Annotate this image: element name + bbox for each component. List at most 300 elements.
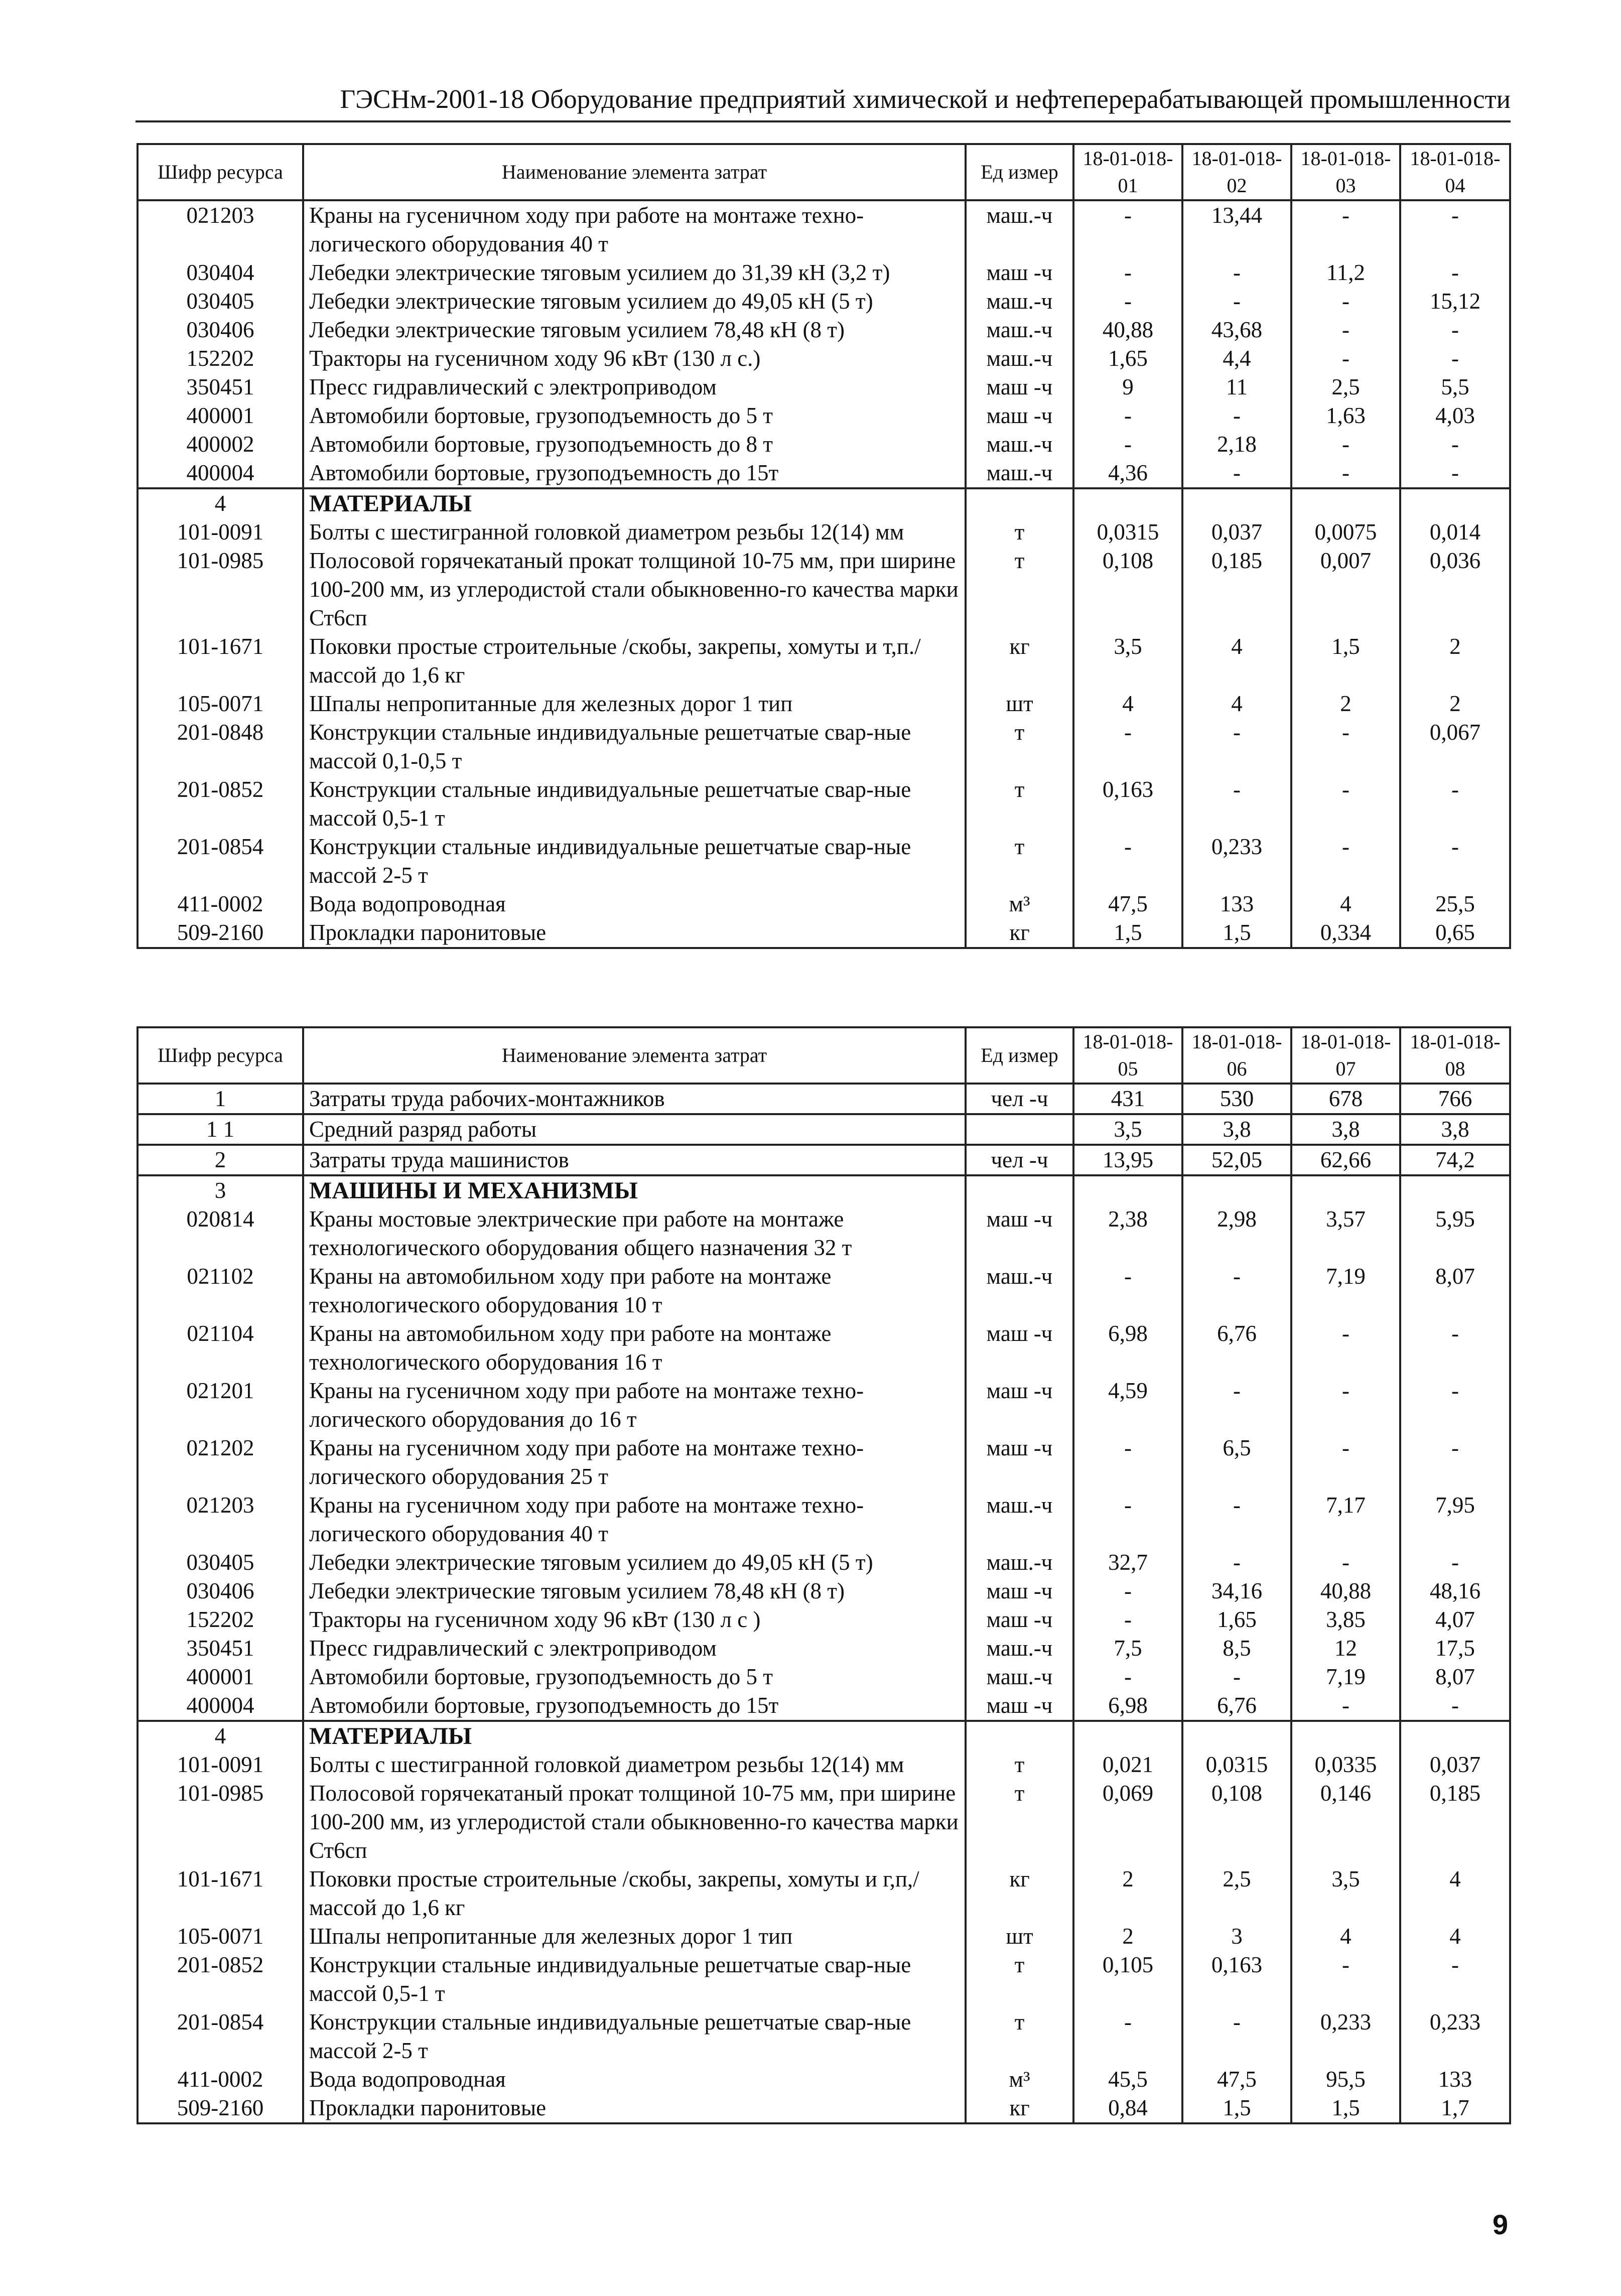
resource-code: 101-1671: [138, 632, 303, 690]
norm-value-4: -: [1400, 775, 1510, 833]
column-header-value-4: 18-01-018-08: [1400, 1027, 1510, 1084]
unit-of-measure: т: [966, 718, 1073, 775]
norm-value-4: 0,037: [1400, 1750, 1510, 1779]
unit-of-measure: маш -ч: [966, 1319, 1073, 1377]
unit-of-measure: маш.-ч: [966, 1634, 1073, 1663]
norm-value-1: -: [1073, 430, 1182, 459]
resource-code: 509-2160: [138, 2094, 303, 2123]
norm-value-4: 7,95: [1400, 1491, 1510, 1548]
norm-value-4: [1400, 1721, 1510, 1750]
norm-value-2: 2,98: [1182, 1205, 1291, 1262]
norm-value-1: 0,163: [1073, 775, 1182, 833]
cost-element-name: Конструкции стальные индивидуальные решетчатые свар-ные массой 0,5-1 т: [303, 1951, 966, 2008]
norm-value-1: 4,36: [1073, 459, 1182, 488]
norm-value-4: 74,2: [1400, 1145, 1510, 1175]
norm-value-2: [1182, 1175, 1291, 1205]
resource-code: 152202: [138, 344, 303, 373]
column-header-code: Шифр ресурса: [138, 1027, 303, 1084]
norm-value-2: -: [1182, 775, 1291, 833]
cost-element-name: Краны на гусеничном ходу при работе на монтаже техно-логического оборудования 40 т: [303, 1491, 966, 1548]
unit-of-measure: маш.-ч: [966, 459, 1073, 488]
norm-value-4: 133: [1400, 2065, 1510, 2094]
norm-value-4: -: [1400, 1377, 1510, 1434]
norm-value-1: 32,7: [1073, 1548, 1182, 1577]
cost-element-name: Пресс гидравлический с электроприводом: [303, 373, 966, 401]
norm-value-4: -: [1400, 430, 1510, 459]
norm-value-1: 3,5: [1073, 632, 1182, 690]
table-row: [138, 1691, 1510, 1721]
table-row: [138, 1491, 1510, 1548]
norm-value-3: -: [1291, 1434, 1400, 1491]
norm-value-3: 95,5: [1291, 2065, 1400, 2094]
norm-value-3: [1291, 488, 1400, 518]
norm-value-3: 678: [1291, 1084, 1400, 1114]
norm-value-2: 0,163: [1182, 1951, 1291, 2008]
norm-value-1: -: [1073, 1605, 1182, 1634]
norm-value-2: 1,5: [1182, 918, 1291, 948]
norm-value-2: -: [1182, 1548, 1291, 1577]
resource-code: 030405: [138, 1548, 303, 1577]
cost-element-name: Тракторы на гусеничном ходу 96 кВт (130 л с.): [303, 344, 966, 373]
norm-value-3: 7,19: [1291, 1262, 1400, 1319]
norm-value-4: 0,067: [1400, 718, 1510, 775]
resource-code: 030405: [138, 287, 303, 316]
norm-value-2: -: [1182, 1491, 1291, 1548]
resource-code: 400002: [138, 430, 303, 459]
column-header-name: Наименование элемента затрат: [303, 144, 966, 200]
table-row: [138, 1434, 1510, 1491]
norm-value-3: 7,17: [1291, 1491, 1400, 1548]
resource-code: 101-1671: [138, 1865, 303, 1922]
unit-of-measure: чел -ч: [966, 1084, 1073, 1114]
norm-value-3: 7,19: [1291, 1663, 1400, 1691]
cost-element-name: Прокладки паронитовые: [303, 918, 966, 948]
norm-value-3: -: [1291, 1319, 1400, 1377]
unit-of-measure: маш -ч: [966, 373, 1073, 401]
norm-value-4: 0,185: [1400, 1779, 1510, 1865]
norm-value-1: -: [1073, 1663, 1182, 1691]
norm-value-1: 0,021: [1073, 1750, 1182, 1779]
norm-value-1: 40,88: [1073, 316, 1182, 344]
cost-element-name: Лебедки электрические тяговым усилием до 49,05 кН (5 т): [303, 1548, 966, 1577]
resource-table-1: [137, 143, 1511, 949]
column-header-value-4: 18-01-018-04: [1400, 144, 1510, 200]
resource-code: 201-0852: [138, 1951, 303, 2008]
table-row: [138, 1663, 1510, 1691]
norm-value-4: [1400, 1175, 1510, 1205]
table-row: [138, 2065, 1510, 2094]
norm-value-3: 3,8: [1291, 1114, 1400, 1145]
column-header-name: Наименование элемента затрат: [303, 1027, 966, 1084]
norm-value-4: 1,7: [1400, 2094, 1510, 2123]
table-row: [138, 1865, 1510, 1922]
unit-of-measure: шт: [966, 690, 1073, 718]
resource-code: 021202: [138, 1434, 303, 1491]
norm-value-4: 4,07: [1400, 1605, 1510, 1634]
norm-value-3: 2: [1291, 690, 1400, 718]
norm-value-1: 431: [1073, 1084, 1182, 1114]
norm-value-2: 6,5: [1182, 1434, 1291, 1491]
unit-of-measure: м³: [966, 2065, 1073, 2094]
norm-value-3: -: [1291, 1377, 1400, 1434]
unit-of-measure: маш -ч: [966, 1434, 1073, 1491]
norm-value-4: 8,07: [1400, 1663, 1510, 1691]
norm-value-1: 6,98: [1073, 1691, 1182, 1721]
norm-value-2: -: [1182, 258, 1291, 287]
norm-value-2: 3,8: [1182, 1114, 1291, 1145]
unit-of-measure: кг: [966, 1865, 1073, 1922]
norm-value-3: 1,63: [1291, 401, 1400, 430]
resource-code: 400001: [138, 1663, 303, 1691]
resource-code: 021102: [138, 1262, 303, 1319]
resource-code: 350451: [138, 1634, 303, 1663]
cost-element-name: Автомобили бортовые, грузоподъемность до 5 т: [303, 1663, 966, 1691]
table-row: [138, 547, 1510, 632]
norm-value-2: [1182, 488, 1291, 518]
unit-of-measure: маш -ч: [966, 1691, 1073, 1721]
resource-code: 201-0852: [138, 775, 303, 833]
resource-code: 400001: [138, 401, 303, 430]
norm-value-3: -: [1291, 200, 1400, 258]
norm-value-1: 0,84: [1073, 2094, 1182, 2123]
section-title: МАШИНЫ И МЕХАНИЗМЫ: [303, 1175, 966, 1205]
unit-of-measure: т: [966, 775, 1073, 833]
norm-value-4: 15,12: [1400, 287, 1510, 316]
section-header-row: [138, 488, 1510, 518]
resource-code: 105-0071: [138, 1922, 303, 1951]
norm-value-3: 40,88: [1291, 1577, 1400, 1605]
norm-value-1: -: [1073, 2008, 1182, 2065]
cost-element-name: Краны мостовые электрические при работе на монтаже технологического оборудования общего назначения 32 т: [303, 1205, 966, 1262]
unit-of-measure: маш -ч: [966, 1577, 1073, 1605]
resource-code: 411-0002: [138, 2065, 303, 2094]
column-header-value-2: 18-01-018-06: [1182, 1027, 1291, 1084]
norm-value-4: 0,233: [1400, 2008, 1510, 2065]
norm-value-1: 2: [1073, 1922, 1182, 1951]
cost-element-name: Поковки простые строительные /скобы, закрепы, хомуты и т,п./ массой до 1,6 кг: [303, 632, 966, 690]
unit-of-measure: маш.-ч: [966, 287, 1073, 316]
norm-value-2: 6,76: [1182, 1691, 1291, 1721]
norm-value-1: 4: [1073, 690, 1182, 718]
table-row: [138, 1084, 1510, 1114]
norm-value-2: [1182, 1721, 1291, 1750]
cost-element-name: Затраты труда рабочих-монтажников: [303, 1084, 966, 1114]
table-row: [138, 373, 1510, 401]
norm-value-2: -: [1182, 1377, 1291, 1434]
norm-value-2: 0,185: [1182, 547, 1291, 632]
norm-value-3: 1,5: [1291, 2094, 1400, 2123]
norm-value-2: 11: [1182, 373, 1291, 401]
resource-code: 4: [138, 1721, 303, 1750]
table-row: [138, 1145, 1510, 1175]
norm-value-3: -: [1291, 775, 1400, 833]
norm-value-3: 11,2: [1291, 258, 1400, 287]
resource-code: 1 1: [138, 1114, 303, 1145]
norm-value-1: 4,59: [1073, 1377, 1182, 1434]
norm-value-4: [1400, 488, 1510, 518]
norm-value-3: 0,334: [1291, 918, 1400, 948]
norm-value-1: [1073, 488, 1182, 518]
norm-value-2: 0,037: [1182, 518, 1291, 547]
norm-value-1: 13,95: [1073, 1145, 1182, 1175]
norm-value-1: -: [1073, 1491, 1182, 1548]
resource-code: 021201: [138, 1377, 303, 1434]
table-row: [138, 1319, 1510, 1377]
table-row: [138, 718, 1510, 775]
norm-value-1: -: [1073, 287, 1182, 316]
norm-value-3: 2,5: [1291, 373, 1400, 401]
unit-of-measure: т: [966, 1951, 1073, 2008]
norm-value-2: 13,44: [1182, 200, 1291, 258]
norm-value-4: 2: [1400, 690, 1510, 718]
unit-of-measure: маш -ч: [966, 1205, 1073, 1262]
norm-value-1: -: [1073, 401, 1182, 430]
table-row: [138, 918, 1510, 948]
cost-element-name: Краны на автомобильном ходу при работе на монтаже технологического оборудования 10 т: [303, 1262, 966, 1319]
norm-value-3: -: [1291, 1691, 1400, 1721]
norm-value-4: -: [1400, 258, 1510, 287]
unit-of-measure: т: [966, 2008, 1073, 2065]
norm-value-1: -: [1073, 1262, 1182, 1319]
norm-value-3: 0,007: [1291, 547, 1400, 632]
table-row: [138, 1548, 1510, 1577]
unit-of-measure: маш.-ч: [966, 1491, 1073, 1548]
cost-element-name: Конструкции стальные индивидуальные решетчатые свар-ные массой 0,1-0,5 т: [303, 718, 966, 775]
norm-value-1: 6,98: [1073, 1319, 1182, 1377]
norm-value-4: 0,036: [1400, 547, 1510, 632]
norm-value-1: 2: [1073, 1865, 1182, 1922]
norm-value-2: 4: [1182, 632, 1291, 690]
resource-code: 021203: [138, 200, 303, 258]
norm-value-2: 4,4: [1182, 344, 1291, 373]
table-row: [138, 1750, 1510, 1779]
table-row: [138, 518, 1510, 547]
norm-value-4: -: [1400, 1951, 1510, 2008]
norm-value-4: 0,014: [1400, 518, 1510, 547]
table-row: [138, 1951, 1510, 2008]
table-row: [138, 1922, 1510, 1951]
resource-code: 030404: [138, 258, 303, 287]
unit-of-measure: маш.-ч: [966, 430, 1073, 459]
norm-value-2: -: [1182, 401, 1291, 430]
cost-element-name: Полосовой горячекатаный прокат толщиной 10-75 мм, при ширине 100-200 мм, из углеродистой стали обыкновенно-го качества марки Ст6сп: [303, 547, 966, 632]
cost-element-name: Средний разряд работы: [303, 1114, 966, 1145]
norm-value-2: 0,108: [1182, 1779, 1291, 1865]
resource-code: 152202: [138, 1605, 303, 1634]
norm-value-4: 4,03: [1400, 401, 1510, 430]
norm-value-3: [1291, 1721, 1400, 1750]
unit-of-measure: маш -ч: [966, 1605, 1073, 1634]
unit-of-measure: [966, 1114, 1073, 1145]
unit-of-measure: т: [966, 518, 1073, 547]
norm-value-3: 0,233: [1291, 2008, 1400, 2065]
cost-element-name: Лебедки электрические тяговым усилием 78,48 кН (8 т): [303, 1577, 966, 1605]
norm-value-4: -: [1400, 200, 1510, 258]
norm-value-4: -: [1400, 459, 1510, 488]
norm-value-2: 4: [1182, 690, 1291, 718]
norm-value-4: 8,07: [1400, 1262, 1510, 1319]
cost-element-name: Краны на автомобильном ходу при работе на монтаже технологического оборудования 16 т: [303, 1319, 966, 1377]
unit-of-measure: маш.-ч: [966, 1262, 1073, 1319]
unit-of-measure: маш.-ч: [966, 344, 1073, 373]
table-row: [138, 316, 1510, 344]
column-header-unit: Ед измер: [966, 144, 1073, 200]
norm-value-3: -: [1291, 430, 1400, 459]
cost-element-name: Конструкции стальные индивидуальные решетчатые свар-ные массой 2-5 т: [303, 2008, 966, 2065]
norm-value-4: -: [1400, 1434, 1510, 1491]
cost-element-name: Лебедки электрические тяговым усилием до 49,05 кН (5 т): [303, 287, 966, 316]
column-header-value-3: 18-01-018-03: [1291, 144, 1400, 200]
table-row: [138, 287, 1510, 316]
table-row: [138, 1779, 1510, 1865]
norm-value-3: -: [1291, 1951, 1400, 2008]
section-title: МАТЕРИАЛЫ: [303, 1721, 966, 1750]
cost-element-name: Конструкции стальные индивидуальные решетчатые свар-ные массой 0,5-1 т: [303, 775, 966, 833]
norm-value-2: -: [1182, 2008, 1291, 2065]
norm-value-4: 0,65: [1400, 918, 1510, 948]
table-row: [138, 632, 1510, 690]
cost-element-name: Вода водопроводная: [303, 890, 966, 918]
section-title: МАТЕРИАЛЫ: [303, 488, 966, 518]
column-header-unit: Ед измер: [966, 1027, 1073, 1084]
table-row: [138, 1634, 1510, 1663]
page-header: [136, 84, 1511, 124]
resource-code: 101-0091: [138, 518, 303, 547]
column-header-value-1: 18-01-018-01: [1073, 144, 1182, 200]
cost-element-name: Шпалы непропитанные для железных дорог 1 тип: [303, 1922, 966, 1951]
norm-value-2: 8,5: [1182, 1634, 1291, 1663]
column-header-value-2: 18-01-018-02: [1182, 144, 1291, 200]
cost-element-name: Лебедки электрические тяговым усилием 78,48 кН (8 т): [303, 316, 966, 344]
norm-value-2: 3: [1182, 1922, 1291, 1951]
resource-code: 020814: [138, 1205, 303, 1262]
unit-of-measure: кг: [966, 2094, 1073, 2123]
table-row: [138, 2008, 1510, 2065]
norm-value-1: [1073, 1721, 1182, 1750]
norm-value-2: 43,68: [1182, 316, 1291, 344]
unit-of-measure: т: [966, 547, 1073, 632]
norm-value-3: 3,5: [1291, 1865, 1400, 1922]
norm-value-1: 0,105: [1073, 1951, 1182, 2008]
norm-value-1: 47,5: [1073, 890, 1182, 918]
norm-value-3: 3,85: [1291, 1605, 1400, 1634]
norm-value-2: -: [1182, 718, 1291, 775]
resource-code: 101-0985: [138, 547, 303, 632]
unit-of-measure: [966, 488, 1073, 518]
norm-value-1: 1,5: [1073, 918, 1182, 948]
norm-value-2: 34,16: [1182, 1577, 1291, 1605]
norm-value-2: 6,76: [1182, 1319, 1291, 1377]
table-row: [138, 430, 1510, 459]
norm-value-3: -: [1291, 316, 1400, 344]
column-header-value-1: 18-01-018-05: [1073, 1027, 1182, 1084]
norm-value-4: 5,5: [1400, 373, 1510, 401]
resource-code: 4: [138, 488, 303, 518]
norm-value-3: -: [1291, 718, 1400, 775]
norm-value-3: 1,5: [1291, 632, 1400, 690]
cost-element-name: Болты с шестигранной головкой диаметром резьбы 12(14) мм: [303, 1750, 966, 1779]
cost-element-name: Автомобили бортовые, грузоподъемность до 8 т: [303, 430, 966, 459]
resource-code: 105-0071: [138, 690, 303, 718]
norm-value-4: 4: [1400, 1922, 1510, 1951]
unit-of-measure: т: [966, 833, 1073, 890]
table-header-row: [138, 1027, 1510, 1084]
norm-value-3: -: [1291, 344, 1400, 373]
unit-of-measure: кг: [966, 918, 1073, 948]
resource-code: 201-0848: [138, 718, 303, 775]
cost-element-name: Автомобили бортовые, грузоподъемность до 15т: [303, 459, 966, 488]
column-header-code: Шифр ресурса: [138, 144, 303, 200]
resource-code: 101-0091: [138, 1750, 303, 1779]
table-row: [138, 1205, 1510, 1262]
norm-value-2: 0,233: [1182, 833, 1291, 890]
norm-value-4: 3,8: [1400, 1114, 1510, 1145]
norm-value-4: -: [1400, 316, 1510, 344]
table-row: [138, 401, 1510, 430]
table-row: [138, 1605, 1510, 1634]
cost-element-name: Краны на гусеничном ходу при работе на монтаже техно-логического оборудования 40 т: [303, 200, 966, 258]
norm-value-4: 5,95: [1400, 1205, 1510, 1262]
table-row: [138, 1377, 1510, 1434]
norm-value-1: -: [1073, 1577, 1182, 1605]
table-row: [138, 1114, 1510, 1145]
norm-value-1: -: [1073, 258, 1182, 287]
table-row: [138, 1262, 1510, 1319]
header-rule: [136, 120, 1511, 122]
table-row: [138, 890, 1510, 918]
resource-table-2: [137, 1026, 1511, 2124]
norm-value-4: 48,16: [1400, 1577, 1510, 1605]
norm-value-1: 0,069: [1073, 1779, 1182, 1865]
norm-value-3: 12: [1291, 1634, 1400, 1663]
norm-value-3: 4: [1291, 890, 1400, 918]
norm-value-1: 45,5: [1073, 2065, 1182, 2094]
cost-element-name: Поковки простые строительные /скобы, закрепы, хомуты и г,п,/ массой до 1,6 кг: [303, 1865, 966, 1922]
unit-of-measure: маш.-ч: [966, 1663, 1073, 1691]
norm-value-2: -: [1182, 1262, 1291, 1319]
unit-of-measure: чел -ч: [966, 1145, 1073, 1175]
norm-value-3: -: [1291, 287, 1400, 316]
norm-value-3: 4: [1291, 1922, 1400, 1951]
resource-code: 509-2160: [138, 918, 303, 948]
norm-value-3: 3,57: [1291, 1205, 1400, 1262]
section-header-row: [138, 1721, 1510, 1750]
table-row: [138, 775, 1510, 833]
norm-value-2: 1,5: [1182, 2094, 1291, 2123]
norm-value-1: 3,5: [1073, 1114, 1182, 1145]
norm-value-3: 0,0335: [1291, 1750, 1400, 1779]
resource-code: 101-0985: [138, 1779, 303, 1865]
norm-value-2: -: [1182, 287, 1291, 316]
cost-element-name: Шпалы непропитанные для железных дорог 1 тип: [303, 690, 966, 718]
resource-code: 400004: [138, 1691, 303, 1721]
norm-value-1: 1,65: [1073, 344, 1182, 373]
norm-value-2: 2,5: [1182, 1865, 1291, 1922]
norm-value-1: [1073, 1175, 1182, 1205]
unit-of-measure: маш -ч: [966, 1377, 1073, 1434]
table-row: [138, 200, 1510, 258]
norm-value-3: 62,66: [1291, 1145, 1400, 1175]
norm-value-2: -: [1182, 1663, 1291, 1691]
norm-value-3: -: [1291, 459, 1400, 488]
unit-of-measure: т: [966, 1750, 1073, 1779]
norm-value-3: -: [1291, 1548, 1400, 1577]
norm-value-4: -: [1400, 1548, 1510, 1577]
cost-element-name: Конструкции стальные индивидуальные решетчатые свар-ные массой 2-5 т: [303, 833, 966, 890]
resource-code: 411-0002: [138, 890, 303, 918]
unit-of-measure: [966, 1721, 1073, 1750]
cost-element-name: Автомобили бортовые, грузоподъемность до 15т: [303, 1691, 966, 1721]
